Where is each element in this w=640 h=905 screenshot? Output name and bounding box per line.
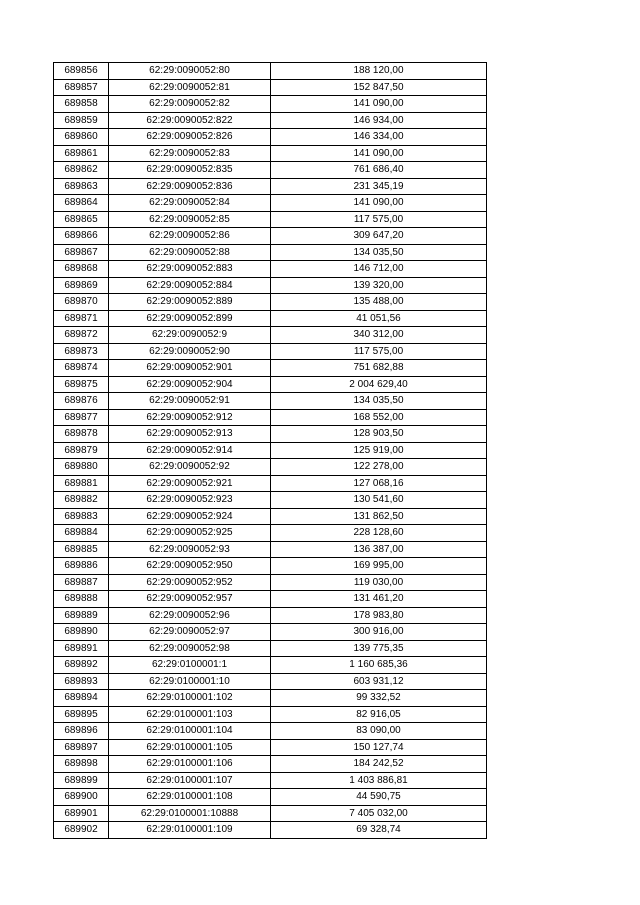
row-number-cell: 689869 (54, 277, 109, 294)
cadastral-value-cell: 135 488,00 (271, 294, 487, 311)
cadastral-value-cell: 134 035,50 (271, 244, 487, 261)
cadastral-number-cell: 62:29:0090052:85 (109, 211, 271, 228)
row-number-cell: 689857 (54, 79, 109, 96)
cadastral-number-cell: 62:29:0090052:96 (109, 607, 271, 624)
row-number-cell: 689887 (54, 574, 109, 591)
cadastral-value-cell: 122 278,00 (271, 459, 487, 476)
cadastral-number-cell: 62:29:0090052:883 (109, 261, 271, 278)
table-row (54, 310, 487, 327)
cadastral-number-cell: 62:29:0090052:9 (109, 327, 271, 344)
row-number-cell: 689891 (54, 640, 109, 657)
table-row (54, 63, 487, 80)
table-row (54, 657, 487, 674)
cadastral-number-cell: 62:29:0090052:90 (109, 343, 271, 360)
cadastral-number-cell: 62:29:0090052:80 (109, 63, 271, 80)
table-row (54, 640, 487, 657)
row-number-cell: 689878 (54, 426, 109, 443)
cadastral-value-cell: 603 931,12 (271, 673, 487, 690)
table-row (54, 294, 487, 311)
row-number-cell: 689885 (54, 541, 109, 558)
row-number-cell: 689883 (54, 508, 109, 525)
cadastral-value-cell: 152 847,50 (271, 79, 487, 96)
cadastral-number-cell: 62:29:0090052:84 (109, 195, 271, 212)
row-number-cell: 689862 (54, 162, 109, 179)
table-row (54, 409, 487, 426)
cadastral-value-cell: 340 312,00 (271, 327, 487, 344)
table-row (54, 822, 487, 839)
table-row (54, 574, 487, 591)
row-number-cell: 689868 (54, 261, 109, 278)
table-row (54, 739, 487, 756)
cadastral-value-cell: 41 051,56 (271, 310, 487, 327)
table-row (54, 690, 487, 707)
cadastral-value-cell: 228 128,60 (271, 525, 487, 542)
cadastral-number-cell: 62:29:0090052:82 (109, 96, 271, 113)
cadastral-number-cell: 62:29:0100001:105 (109, 739, 271, 756)
table-row (54, 772, 487, 789)
table-row (54, 96, 487, 113)
cadastral-number-cell: 62:29:0090052:957 (109, 591, 271, 608)
cadastral-value-cell: 146 712,00 (271, 261, 487, 278)
cadastral-number-cell: 62:29:0090052:88 (109, 244, 271, 261)
table-body (54, 63, 487, 839)
cadastral-value-cell: 7 405 032,00 (271, 805, 487, 822)
cadastral-number-cell: 62:29:0090052:884 (109, 277, 271, 294)
row-number-cell: 689864 (54, 195, 109, 212)
cadastral-value-cell: 1 160 685,36 (271, 657, 487, 674)
row-number-cell: 689898 (54, 756, 109, 773)
cadastral-number-cell: 62:29:0090052:93 (109, 541, 271, 558)
cadastral-value-table (53, 62, 487, 839)
table-row (54, 706, 487, 723)
cadastral-number-cell: 62:29:0090052:950 (109, 558, 271, 575)
table-row (54, 244, 487, 261)
cadastral-number-cell: 62:29:0090052:835 (109, 162, 271, 179)
cadastral-value-cell: 146 334,00 (271, 129, 487, 146)
cadastral-number-cell: 62:29:0100001:10 (109, 673, 271, 690)
row-number-cell: 689900 (54, 789, 109, 806)
cadastral-value-cell: 128 903,50 (271, 426, 487, 443)
table-row (54, 756, 487, 773)
cadastral-value-cell: 178 983,80 (271, 607, 487, 624)
cadastral-value-cell: 139 775,35 (271, 640, 487, 657)
row-number-cell: 689895 (54, 706, 109, 723)
cadastral-value-cell: 141 090,00 (271, 96, 487, 113)
cadastral-number-cell: 62:29:0090052:92 (109, 459, 271, 476)
table-row (54, 673, 487, 690)
table-row (54, 228, 487, 245)
row-number-cell: 689890 (54, 624, 109, 641)
cadastral-number-cell: 62:29:0100001:104 (109, 723, 271, 740)
cadastral-number-cell: 62:29:0090052:904 (109, 376, 271, 393)
cadastral-number-cell: 62:29:0100001:10888 (109, 805, 271, 822)
table-row (54, 195, 487, 212)
table-row (54, 261, 487, 278)
cadastral-value-cell: 82 916,05 (271, 706, 487, 723)
table-row (54, 327, 487, 344)
cadastral-number-cell: 62:29:0100001:108 (109, 789, 271, 806)
cadastral-number-cell: 62:29:0100001:1 (109, 657, 271, 674)
table-row (54, 624, 487, 641)
cadastral-number-cell: 62:29:0090052:97 (109, 624, 271, 641)
row-number-cell: 689863 (54, 178, 109, 195)
table-row (54, 723, 487, 740)
table-row (54, 79, 487, 96)
cadastral-value-cell: 761 686,40 (271, 162, 487, 179)
cadastral-number-cell: 62:29:0090052:86 (109, 228, 271, 245)
table-row (54, 789, 487, 806)
row-number-cell: 689880 (54, 459, 109, 476)
cadastral-value-cell: 150 127,74 (271, 739, 487, 756)
row-number-cell: 689886 (54, 558, 109, 575)
cadastral-number-cell: 62:29:0090052:901 (109, 360, 271, 377)
table-row (54, 145, 487, 162)
row-number-cell: 689897 (54, 739, 109, 756)
row-number-cell: 689888 (54, 591, 109, 608)
table-row (54, 178, 487, 195)
cadastral-value-cell: 300 916,00 (271, 624, 487, 641)
table-row (54, 442, 487, 459)
row-number-cell: 689861 (54, 145, 109, 162)
table-row (54, 211, 487, 228)
cadastral-value-cell: 130 541,60 (271, 492, 487, 509)
cadastral-value-cell: 136 387,00 (271, 541, 487, 558)
cadastral-number-cell: 62:29:0090052:81 (109, 79, 271, 96)
table-row (54, 607, 487, 624)
row-number-cell: 689889 (54, 607, 109, 624)
table-row (54, 129, 487, 146)
cadastral-value-cell: 117 575,00 (271, 343, 487, 360)
row-number-cell: 689876 (54, 393, 109, 410)
cadastral-number-cell: 62:29:0090052:913 (109, 426, 271, 443)
cadastral-number-cell: 62:29:0090052:921 (109, 475, 271, 492)
cadastral-number-cell: 62:29:0090052:98 (109, 640, 271, 657)
table-row (54, 426, 487, 443)
table-row (54, 492, 487, 509)
cadastral-number-cell: 62:29:0090052:925 (109, 525, 271, 542)
row-number-cell: 689894 (54, 690, 109, 707)
row-number-cell: 689859 (54, 112, 109, 129)
cadastral-value-cell: 125 919,00 (271, 442, 487, 459)
cadastral-number-cell: 62:29:0090052:83 (109, 145, 271, 162)
cadastral-value-cell: 146 934,00 (271, 112, 487, 129)
row-number-cell: 689902 (54, 822, 109, 839)
cadastral-value-cell: 168 552,00 (271, 409, 487, 426)
cadastral-number-cell: 62:29:0100001:106 (109, 756, 271, 773)
table-row (54, 393, 487, 410)
row-number-cell: 689870 (54, 294, 109, 311)
cadastral-value-cell: 69 328,74 (271, 822, 487, 839)
table-row (54, 591, 487, 608)
cadastral-value-cell: 184 242,52 (271, 756, 487, 773)
row-number-cell: 689866 (54, 228, 109, 245)
cadastral-number-cell: 62:29:0090052:952 (109, 574, 271, 591)
row-number-cell: 689892 (54, 657, 109, 674)
table-row (54, 508, 487, 525)
cadastral-value-cell: 127 068,16 (271, 475, 487, 492)
cadastral-number-cell: 62:29:0090052:914 (109, 442, 271, 459)
cadastral-value-cell: 309 647,20 (271, 228, 487, 245)
row-number-cell: 689865 (54, 211, 109, 228)
row-number-cell: 689872 (54, 327, 109, 344)
row-number-cell: 689901 (54, 805, 109, 822)
cadastral-value-cell: 1 403 886,81 (271, 772, 487, 789)
cadastral-number-cell: 62:29:0100001:103 (109, 706, 271, 723)
row-number-cell: 689856 (54, 63, 109, 80)
cadastral-value-cell: 44 590,75 (271, 789, 487, 806)
cadastral-number-cell: 62:29:0090052:899 (109, 310, 271, 327)
cadastral-value-cell: 99 332,52 (271, 690, 487, 707)
cadastral-value-cell: 131 862,50 (271, 508, 487, 525)
cadastral-number-cell: 62:29:0100001:102 (109, 690, 271, 707)
cadastral-number-cell: 62:29:0090052:889 (109, 294, 271, 311)
table-row (54, 558, 487, 575)
table-row (54, 277, 487, 294)
cadastral-value-cell: 119 030,00 (271, 574, 487, 591)
cadastral-value-cell: 131 461,20 (271, 591, 487, 608)
row-number-cell: 689884 (54, 525, 109, 542)
cadastral-value-cell: 231 345,19 (271, 178, 487, 195)
cadastral-value-cell: 751 682,88 (271, 360, 487, 377)
table-row (54, 376, 487, 393)
cadastral-value-cell: 83 090,00 (271, 723, 487, 740)
table-row (54, 805, 487, 822)
row-number-cell: 689871 (54, 310, 109, 327)
row-number-cell: 689858 (54, 96, 109, 113)
cadastral-value-cell: 141 090,00 (271, 145, 487, 162)
cadastral-number-cell: 62:29:0090052:924 (109, 508, 271, 525)
cadastral-number-cell: 62:29:0090052:836 (109, 178, 271, 195)
cadastral-value-cell: 2 004 629,40 (271, 376, 487, 393)
cadastral-number-cell: 62:29:0090052:826 (109, 129, 271, 146)
cadastral-value-cell: 169 995,00 (271, 558, 487, 575)
cadastral-value-cell: 134 035,50 (271, 393, 487, 410)
table-row (54, 525, 487, 542)
cadastral-value-cell: 141 090,00 (271, 195, 487, 212)
row-number-cell: 689874 (54, 360, 109, 377)
row-number-cell: 689860 (54, 129, 109, 146)
row-number-cell: 689867 (54, 244, 109, 261)
cadastral-value-cell: 139 320,00 (271, 277, 487, 294)
table-row (54, 459, 487, 476)
cadastral-number-cell: 62:29:0090052:923 (109, 492, 271, 509)
row-number-cell: 689882 (54, 492, 109, 509)
table-row (54, 475, 487, 492)
cadastral-number-cell: 62:29:0090052:912 (109, 409, 271, 426)
row-number-cell: 689881 (54, 475, 109, 492)
table-row (54, 343, 487, 360)
row-number-cell: 689875 (54, 376, 109, 393)
cadastral-number-cell: 62:29:0100001:109 (109, 822, 271, 839)
cadastral-value-cell: 188 120,00 (271, 63, 487, 80)
row-number-cell: 689873 (54, 343, 109, 360)
row-number-cell: 689879 (54, 442, 109, 459)
cadastral-number-cell: 62:29:0100001:107 (109, 772, 271, 789)
table-row (54, 360, 487, 377)
row-number-cell: 689896 (54, 723, 109, 740)
row-number-cell: 689899 (54, 772, 109, 789)
row-number-cell: 689893 (54, 673, 109, 690)
table-row (54, 112, 487, 129)
cadastral-number-cell: 62:29:0090052:822 (109, 112, 271, 129)
cadastral-number-cell: 62:29:0090052:91 (109, 393, 271, 410)
table-row (54, 541, 487, 558)
row-number-cell: 689877 (54, 409, 109, 426)
cadastral-value-cell: 117 575,00 (271, 211, 487, 228)
table-row (54, 162, 487, 179)
